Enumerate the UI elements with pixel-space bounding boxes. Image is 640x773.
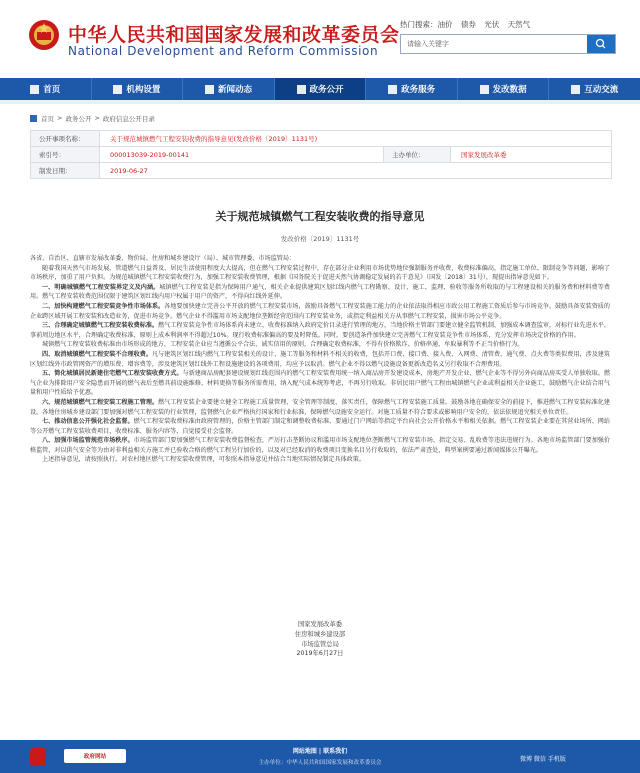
document-paragraph (30, 340, 610, 350)
hot-search-link[interactable]: 光伏 (484, 20, 500, 29)
paragraph-text: 市场监管部门要加强燃气工程安装收费监督检查，严厉打击垄断协议和滥用市场支配地位垄断燃气工程安装市场、指定交易、乱收费等违法违规行为。各地市场监管部门要加强价格监管，对以供气安全等为由对非利益相关方施工并已验收合格的燃气工程另行加价的，以及对已经取消的收费项目变换名目另行收取的，依法严肃查处，典型案例要通过新闻媒体公开曝光。 (30, 437, 611, 454)
paragraph-text: 与新建商品房配套建设规划红线范围内的燃气工程安装费用统一纳入商品房开发建设成本，房地产开发企业、燃气企业等不得另外向商品房买受人单独收取。燃气企业为排除用户安全隐患而开展的燃气表后至燃具前设施维修、材料更换等服务所需费用，纳入配气成本统筹考虑，不再另行收取。非居民用户燃气工程由城镇燃气企业或利益相关企业施工，鼓励燃气企业结合用气量和用户性质给予优惠。 (30, 370, 611, 397)
footer-social-links[interactable]: 微博 微信 手机版 (520, 756, 566, 763)
nav-item-data[interactable] (458, 78, 550, 100)
document-info-table (30, 130, 612, 179)
home-icon (30, 115, 37, 122)
site-footer (0, 740, 640, 773)
building-icon (113, 85, 122, 94)
document-signature (0, 620, 640, 659)
document-paragraph (30, 369, 610, 398)
gov-site-badge[interactable]: 政府网站 (64, 749, 126, 763)
nav-item-organization[interactable] (92, 78, 184, 100)
document-paragraph (30, 417, 610, 436)
chat-icon (571, 85, 580, 94)
data-icon (480, 85, 489, 94)
nav-divider (0, 100, 640, 104)
nav-label: 发改数据 (492, 85, 527, 95)
nav-item-news[interactable] (183, 78, 275, 100)
info-row-topic (31, 131, 611, 147)
document-number: 发改价格〔2019〕1131号 (280, 235, 360, 243)
nav-label: 互动交流 (584, 85, 619, 95)
breadcrumb-separator: > (57, 114, 63, 122)
info-value: 国家发展改革委 (461, 151, 507, 159)
breadcrumb-link[interactable]: 政务公开 (65, 114, 92, 123)
paragraph-text: 随着我国天然气市场发展，管道燃气日益普及，居民生活使用程度大大提高，但在燃气工程安装过程中，存在部分企业利用市场优势地位强制服务并收费，收费标准偏高，指定施工单位、限制竞争等问题，影响了市场秩序，加重了用户负担。为规范城镇燃气工程安装收费行为，加强工程安装收费管理，根据《国务院关于促进天然气协调稳定发展的若干意见》（国发〔2018〕31号），现提出指导意见如下。 (30, 264, 610, 282)
paragraph-heading: 八、加强市场监管规范市场秩序。 (42, 437, 134, 445)
document-paragraph (30, 283, 610, 302)
nav-label: 新闻动态 (217, 85, 252, 95)
search-input[interactable]: 请输入关键字 (407, 40, 449, 48)
document-paragraph (30, 398, 610, 417)
paragraph-text: 燃气工程安装企业要建立健全工程施工质量管理、安全管理等制度，落实责任，保障燃气工程安装施工质量。鼓励各地在确保安全的前提下，推进燃气工程安装标准化建设。各地住房城乡建设部门要加强对燃气工程安装的行业管理，监督燃气企业严格执行国家和行业标准，保障燃气设施安全运行。对施工质量不符合要求或影响用户安全的，依法依规追究相关单位责任。 (30, 398, 611, 416)
signature-line: 国家发展改革委 (297, 621, 343, 628)
breadcrumb (30, 112, 610, 124)
main-nav (0, 78, 640, 100)
document-title: 关于规范城镇燃气工程安装收费的指导意见 (215, 210, 425, 223)
paragraph-text: 各省、自治区、直辖市发展改革委、物价局、住房和城乡建设厅（局）、城市管理委、市场监管局： (30, 255, 296, 262)
home-icon (30, 85, 39, 94)
search-icon (587, 35, 615, 53)
signature-date: 2019年6月27日 (296, 650, 344, 658)
paragraph-heading: 七、推动信息公开强化社会监督。 (42, 418, 134, 426)
signature-line: 住房和城乡建设部 (294, 630, 346, 638)
info-label: 主办单位： (383, 147, 451, 162)
info-label: 索引号： (31, 147, 100, 162)
breadcrumb-separator: > (94, 114, 100, 122)
document-paragraph (30, 321, 610, 340)
affairs-icon (297, 85, 306, 94)
search-box[interactable] (400, 34, 616, 54)
nav-label: 机构设置 (126, 85, 161, 95)
document-paragraph (30, 264, 610, 283)
breadcrumb-current[interactable]: 政府信息公开目录 (102, 114, 155, 123)
footer-links[interactable]: 网站地图 | 联系我们 (292, 748, 348, 755)
nav-item-home[interactable] (0, 78, 92, 100)
document-paragraph (30, 302, 610, 321)
info-value: 关于规范城镇燃气工程安装收费的指导意见(发改价格〔2019〕1131号) (110, 135, 318, 143)
nav-label: 首页 (43, 85, 61, 95)
document-paragraph (30, 436, 610, 455)
hot-search-label[interactable]: 热门搜索：油价 (400, 20, 453, 29)
paragraph-heading: 三、合理确定城镇燃气工程安装收费标准。 (42, 322, 159, 330)
info-row-index (31, 147, 611, 163)
paragraph-heading: 一、明确城镇燃气工程安装界定义及内涵。 (42, 283, 160, 291)
service-icon (388, 85, 397, 94)
paragraph-text: 上述指导意见，请按照执行。对农村地区燃气工程安装收费管理，可参照本指导意见并结合当地实际情况制定具体政策。 (42, 456, 365, 464)
hot-search-link[interactable]: 天然气 (507, 20, 531, 29)
breadcrumb-link[interactable]: 首页 (41, 114, 54, 123)
hot-search-links (400, 19, 536, 30)
document-body (30, 254, 610, 465)
paragraph-text: 燃气工程安装竞争性市场体系尚未建立、收费标准纳入政府定价目录进行管理的地方，当地价格主管部门要建立健全监管机制，加强成本调查监审，对标行业先进水平，事前周边地区水平，合理确定收费标准，原则上成本利润率不得超过10%。现行收费标准偏高的要及时降低。同时，要创造条件加快建立完善燃气工程安装竞争性市场体系，充分发挥市场决定价格的作用。 (30, 322, 611, 339)
paragraph-text: 燃气工程安装收费标准由政府管理的，价格主管部门制定和调整收费标准，要通过门户网站等指定平台向社会公开价格水平和相关依据。燃气工程安装企业要在其营业场所、网站等公开燃气工程安装收费项目、收费标准、服务内容等，自觉接受社会监督。 (30, 418, 611, 435)
site-title-en: National Development and Reform Commission (68, 44, 379, 58)
info-row-date (31, 163, 611, 178)
paragraph-heading: 四、取消城镇燃气工程安装不合理收费。 (42, 350, 152, 358)
document-paragraph (30, 350, 610, 369)
paragraph-text: 城镇燃气工程安装是指为保障用户通气，相关企业提供建筑区划红线内燃气工程勘察、设计、施工、监理、验收等服务所收取的与工程建设相关的服务费和材料费等费用。燃气工程安装收费范围仅限于建筑区划红线内用户权属于用户的资产，不得向红线外延伸。 (30, 283, 611, 301)
nav-label: 政务公开 (309, 85, 344, 95)
signature-line: 市场监管总局 (301, 640, 339, 648)
site-header (0, 0, 640, 78)
news-icon (205, 85, 214, 94)
nav-item-government-affairs[interactable] (275, 78, 367, 100)
paragraph-text: 各地要加快建立完善公平开放的燃气工程安装市场，鼓励具备燃气工程安装施工能力的企业依法取得相应市政公用工程施工资质后参与市场竞争。鼓励具备安装资质的企业跨区域开展工程安装和改造业务，促进市场竞争。燃气企业不得滥用市场支配地位垄断经营范围内工程安装业务，或指定利益相关方从事燃气工程安装，损害市场公平竞争。 (30, 302, 611, 320)
paragraph-text: 城镇燃气工程安装收费标准由市场形成的地方，工程安装企业应当遵循公平合法、诚实信用的原则，合理确定收费标准，不得有价格欺诈、价格串通、牟取暴利等不正当价格行为。 (42, 341, 524, 349)
nav-item-interaction[interactable] (549, 78, 640, 100)
info-value: 000013039-2019-00141 (110, 150, 190, 159)
paragraph-heading: 二、加快构建燃气工程安装竞争性市场体系。 (42, 302, 165, 310)
search-button[interactable] (587, 35, 615, 53)
document-paragraph (30, 455, 610, 465)
info-value: 2019-06-27 (110, 166, 148, 175)
national-emblem-icon (28, 18, 60, 54)
site-title-cn: 中华人民共和国国家发展和改革委员会 (68, 24, 400, 46)
info-label: 制发日期： (31, 163, 100, 178)
footer-host: 主办单位：中华人民共和国国家发展和改革委员会 (258, 760, 382, 766)
paragraph-heading: 五、简化城镇居民新建住宅燃气工程安装收费方式。 (42, 370, 183, 378)
hot-search-link[interactable]: 债券 (460, 20, 476, 29)
nav-item-services[interactable] (366, 78, 458, 100)
paragraph-text: 凡与建筑区划红线内燃气工程安装相关的设计、施工等服务和材料不相关的收费，包括开口费、接口费、接入费、入网费、清管费、通气费、点火费等类似费用，涉及建筑区划红线外市政管网资产的增压费、增容费等，涉及建筑区划红线外工程设施建设的各项费用，均应予以取消。燃气企业不得以燃气设施设备更新改造名义另行收取不合理费用。 (30, 350, 611, 368)
document-paragraph (30, 254, 610, 264)
paragraph-heading: 六、规范城镇燃气工程安装工程施工管理。 (42, 398, 159, 406)
nav-label: 政务服务 (401, 85, 436, 95)
info-label: 公开事项名称： (31, 131, 100, 146)
